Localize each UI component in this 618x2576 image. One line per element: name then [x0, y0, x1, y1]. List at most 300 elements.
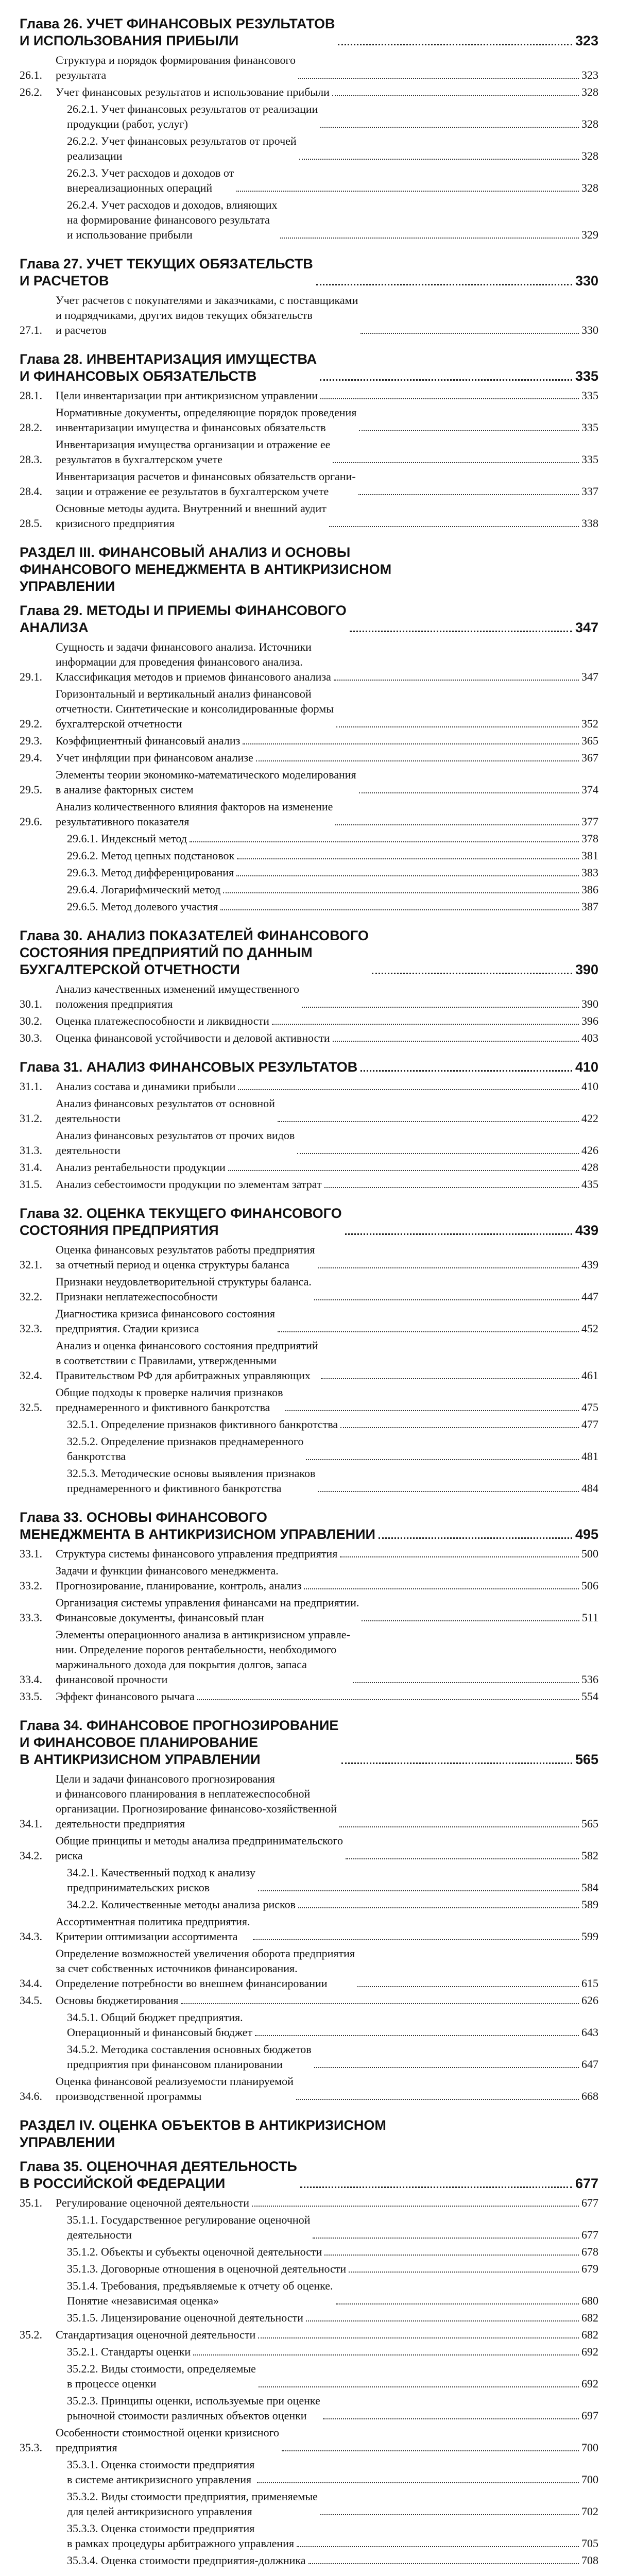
section-heading: РАЗДЕЛ IV. ОЦЕНКА ОБЪЕКТОВ В АНТИКРИЗИСНОМ УПРАВЛЕНИИ	[20, 2117, 386, 2150]
entry-number: 34.2.	[20, 1849, 42, 1862]
entry-number: 31.3.	[20, 1144, 42, 1157]
entry-number: 26.1.	[20, 69, 42, 81]
entry-title: Основные методы аудита. Внутренний и внешний аудит кризисного предприятия	[56, 502, 327, 530]
chapter	[20, 351, 598, 531]
entry-title: 35.1.3. Договорные отношения в оценочной деятельности	[67, 2262, 347, 2275]
toc-entry	[20, 1946, 598, 1991]
entry-title: Цели инвентаризации при антикризисном управлении	[56, 389, 318, 402]
entry-page-number: 682	[581, 2328, 598, 2341]
dot-leader	[282, 2450, 579, 2451]
entry-page-number: 365	[581, 734, 598, 747]
dot-leader	[236, 875, 579, 876]
entry-page-number: 461	[581, 1369, 598, 1382]
entry-number: 31.4.	[20, 1161, 42, 1174]
entry-title: 34.2.2. Количественные методы анализа рисков	[67, 1898, 296, 1911]
dot-leader	[358, 494, 579, 495]
dot-leader	[323, 2418, 579, 2419]
toc-entry	[20, 1013, 598, 1028]
entry-title: Структура системы финансового управления предприятия	[56, 1547, 338, 1560]
entry-title: 34.5.2. Методика составления основных бюджетов предприятия при финансовом планировании	[67, 2043, 312, 2071]
entry-page-number: 439	[581, 1258, 598, 1271]
entry-title: Признаки неудовлетворительной структуры баланса. Признаки неплатежеспособности	[56, 1275, 312, 1303]
entry-page-number: 329	[581, 228, 598, 241]
entry-page-number: 335	[581, 421, 598, 434]
entry-title: Элементы операционного анализа в антикризисном управле- нии. Определение порогов рентабельности, необходимого маржинального дохода для покрытия долгов, запаса финансовой прочности	[56, 1628, 350, 1686]
dot-leader	[339, 1826, 579, 1827]
entry-title: 29.6.5. Метод долевого участия	[67, 900, 218, 913]
entry-number: 26.2.	[20, 86, 42, 98]
entry-title: 26.2.4. Учет расходов и доходов, влияющих на формирование финансового результата и использование прибыли	[67, 198, 278, 241]
chapter-page-number: 390	[575, 962, 598, 977]
dot-leader	[357, 1986, 579, 1987]
toc-entry	[20, 469, 598, 499]
entry-title: Коэффициентный финансовый анализ	[56, 734, 241, 747]
entry-title: 35.2.2. Виды стоимости, определяемые в процессе оценки	[67, 2362, 256, 2390]
chapter-page-number: 410	[575, 1059, 598, 1075]
entry-page-number: 506	[581, 1579, 598, 1592]
entry-title: 29.6.2. Метод цепных подстановок	[67, 849, 235, 862]
chapter	[20, 1717, 598, 2104]
toc-entry	[20, 767, 598, 797]
dot-leader	[333, 462, 579, 463]
entry-number: 29.3.	[20, 734, 42, 747]
dot-leader	[316, 284, 572, 285]
entry-title: Оценка финансовой устойчивости и деловой активности	[56, 1031, 330, 1044]
toc-subentry	[20, 865, 598, 880]
chapter-page-number: 330	[575, 273, 598, 289]
toc-subentry	[20, 831, 598, 846]
entry-page-number: 647	[581, 2058, 598, 2071]
entry-title: 35.3.2. Виды стоимости предприятия, применяемые для целей антикризисного управления	[67, 2490, 318, 2518]
entry-number: 31.1.	[20, 1080, 42, 1093]
toc-entry	[20, 1338, 598, 1383]
dot-leader	[314, 1299, 579, 1300]
entry-title: Особенности стоимостной оценки кризисного предприятия	[56, 2426, 280, 2454]
entry-title: 35.3.4. Оценка стоимости предприятия-должника	[67, 2554, 306, 2567]
dot-leader	[362, 1620, 579, 1621]
entry-title: Анализ рентабельности продукции	[56, 1161, 226, 1174]
entry-page-number: 352	[581, 717, 598, 730]
entry-number: 27.1.	[20, 324, 42, 336]
entry-page-number: 452	[581, 1322, 598, 1335]
dot-leader	[237, 858, 579, 859]
entry-page-number: 328	[581, 181, 598, 194]
dot-leader	[340, 1427, 579, 1428]
entry-number: 30.3.	[20, 1031, 42, 1044]
toc-subentry	[20, 2244, 598, 2259]
entry-page-number: 481	[581, 1450, 598, 1463]
entry-number: 29.4.	[20, 751, 42, 764]
dot-leader	[298, 1907, 579, 1908]
entry-page-number: 599	[581, 1930, 598, 1943]
entry-number: 33.2.	[20, 1579, 42, 1592]
toc-entry	[20, 1096, 598, 1126]
chapter-page-number: 439	[575, 1223, 598, 1238]
entry-number: 29.1.	[20, 670, 42, 683]
dot-leader	[252, 2206, 579, 2207]
chapter-title: Глава 30. АНАЛИЗ ПОКАЗАТЕЛЕЙ ФИНАНСОВОГО СОСТОЯНИЯ ПРЕДПРИЯТИЙ ПО ДАННЫМ БУХГАЛТЕРСКОЙ ОТЧЕТНОСТИ	[20, 928, 369, 977]
toc-subentry	[20, 848, 598, 863]
dot-leader	[236, 191, 579, 192]
entry-title: Организация системы управления финансами на предприятии. Финансовые документы, финансовый план	[56, 1596, 359, 1624]
entry-title: Общие подходы к проверке наличия признаков преднамеренного и фиктивного банкротства	[56, 1386, 283, 1414]
entry-title: Анализ качественных изменений имущественного положения предприятия	[56, 982, 299, 1010]
entry-page-number: 422	[581, 1112, 598, 1125]
entry-title: Стандартизация оценочной деятельности	[56, 2328, 256, 2341]
dot-leader	[336, 2303, 579, 2304]
entry-page-number: 475	[581, 1401, 598, 1414]
entry-title: Основы бюджетирования	[56, 1994, 179, 2007]
dot-leader	[300, 2187, 572, 2188]
entry-number: 32.1.	[20, 1258, 42, 1271]
toc-subentry	[20, 1434, 598, 1464]
chapter-title: Глава 33. ОСНОВЫ ФИНАНСОВОГО МЕНЕДЖМЕНТА В АНТИКРИЗИСНОМ УПРАВЛЕНИИ	[20, 1510, 375, 1542]
entry-title: Инвентаризация имущества организации и отражение ее результатов в бухгалтерском учете	[56, 438, 331, 466]
chapter	[20, 602, 598, 914]
toc-entry	[20, 1160, 598, 1175]
entry-page-number: 367	[581, 751, 598, 764]
toc-entry	[20, 1627, 598, 1687]
entry-number: 32.5.	[20, 1401, 42, 1414]
dot-leader	[253, 1939, 579, 1940]
entry-page-number: 705	[581, 2537, 598, 2550]
entry-page-number: 390	[581, 997, 598, 1010]
entry-number: 31.2.	[20, 1112, 42, 1125]
entry-page-number: 328	[581, 86, 598, 98]
entry-title: 35.1.1. Государственное регулирование оценочной деятельности	[67, 2213, 311, 2241]
chapter-heading	[20, 351, 598, 385]
entry-title: Анализ количественного влияния факторов на изменение результативного показателя	[56, 800, 333, 828]
chapter-page-number: 323	[575, 33, 598, 48]
entry-page-number: 410	[581, 1080, 598, 1093]
entry-page-number: 668	[581, 2090, 598, 2103]
entry-page-number: 396	[581, 1014, 598, 1027]
entry-page-number: 381	[581, 849, 598, 862]
entry-title: 35.3.3. Оценка стоимости предприятия в рамках процедуры арбитражного управления	[67, 2522, 295, 2550]
entry-title: 34.5.1. Общий бюджет предприятия. Операционный и финансовый бюджет	[67, 2011, 253, 2039]
toc-entry	[20, 1563, 598, 1593]
dot-leader	[340, 1556, 579, 1557]
entry-page-number: 328	[581, 149, 598, 162]
dot-leader	[190, 841, 579, 842]
entry-title: Общие принципы и методы анализа предпринимательского риска	[56, 1834, 344, 1862]
toc-entry	[20, 388, 598, 403]
chapter-heading	[20, 1509, 598, 1543]
entry-number: 28.3.	[20, 453, 42, 466]
entry-title: 35.3.1. Оценка стоимости предприятия в системе антикризисного управления	[67, 2458, 255, 2486]
entry-page-number: 328	[581, 117, 598, 130]
entry-page-number: 682	[581, 2311, 598, 2324]
dot-leader	[223, 892, 579, 893]
chapter-title: Глава 32. ОЦЕНКА ТЕКУЩЕГО ФИНАНСОВОГО СОСТОЯНИЯ ПРЕДПРИЯТИЯ	[20, 1206, 342, 1238]
dot-leader	[320, 398, 579, 399]
dot-leader	[353, 1682, 579, 1683]
toc-entry	[20, 750, 598, 765]
entry-page-number: 377	[581, 815, 598, 828]
entry-number: 29.6.	[20, 815, 42, 828]
toc-subentry	[20, 882, 598, 897]
dot-leader	[359, 792, 579, 793]
toc-entry	[20, 501, 598, 531]
entry-title: 35.2.3. Принципы оценки, используемые при оценке рыночной стоимости различных объектов оценки	[67, 2394, 320, 2422]
toc-entry	[20, 1689, 598, 1704]
toc-entry	[20, 1242, 598, 1272]
entry-page-number: 692	[581, 2345, 598, 2358]
entry-number: 30.2.	[20, 1014, 42, 1027]
toc-entry	[20, 799, 598, 829]
entry-page-number: 697	[581, 2409, 598, 2422]
toc-subentry	[20, 101, 598, 131]
dot-leader	[308, 2563, 579, 2564]
entry-number: 34.1.	[20, 1817, 42, 1830]
section-heading: РАЗДЕЛ III. ФИНАНСОВЫЙ АНАЛИЗ И ОСНОВЫ ФИНАНСОВОГО МЕНЕДЖМЕНТА В АНТИКРИЗИСНОМ УПРАВЛЕНИИ	[20, 545, 392, 594]
entry-title: Анализ финансовых результатов от прочих видов деятельности	[56, 1129, 295, 1157]
entry-title: 29.6.3. Метод дифференцирования	[67, 866, 234, 879]
dot-leader	[341, 1762, 572, 1764]
entry-page-number: 680	[581, 2294, 598, 2307]
entry-title: 35.2.1. Стандарты оценки	[67, 2345, 191, 2358]
entry-title: Учет расчетов с покупателями и заказчиками, с поставщиками и подрядчиками, других видов текущих обязательств и расчетов	[56, 294, 358, 336]
entry-page-number: 589	[581, 1898, 598, 1911]
entry-number: 28.5.	[20, 517, 42, 530]
entry-title: Анализ состава и динамики прибыли	[56, 1080, 236, 1093]
dot-leader	[259, 2386, 579, 2387]
entry-page-number: 337	[581, 485, 598, 498]
toc-entry	[20, 981, 598, 1011]
entry-number: 33.1.	[20, 1547, 42, 1560]
chapter-heading	[20, 927, 598, 978]
entry-title: Цели и задачи финансового прогнозирования и финансового планирования в неплатежеспособной организации. Прогнозирование финансово-хозяйственной деятельности предприятия	[56, 1772, 337, 1830]
dot-leader	[318, 1267, 579, 1268]
dot-leader	[349, 2272, 579, 2273]
dot-leader	[324, 1187, 579, 1188]
entry-title: Анализ и оценка финансового состояния предприятий в соответствии с Правилами, утвержденными Правительством РФ для арбитражных управляющих	[56, 1339, 318, 1382]
dot-leader	[313, 2238, 579, 2239]
toc-subentry	[20, 2042, 598, 2072]
toc-entry	[20, 2074, 598, 2104]
entry-title: Оценка финансовой реализуемости планируемой производственной программы	[56, 2075, 294, 2103]
dot-leader	[360, 333, 579, 334]
dot-leader	[346, 1858, 579, 1859]
entry-number: 33.3.	[20, 1611, 42, 1624]
entry-number: 30.1.	[20, 997, 42, 1010]
entry-title: Оценка финансовых результатов работы предприятия за отчетный период и оценка структуры баланса	[56, 1243, 315, 1271]
entry-page-number: 679	[581, 2262, 598, 2275]
entry-page-number: 403	[581, 1031, 598, 1044]
chapter-title: Глава 31. АНАЛИЗ ФИНАНСОВЫХ РЕЗУЛЬТАТОВ	[20, 1059, 358, 1075]
dot-leader	[333, 1041, 579, 1042]
dot-leader	[280, 238, 579, 239]
dot-leader	[193, 2354, 579, 2355]
entry-number: 34.4.	[20, 1977, 42, 1990]
toc-entry	[20, 1385, 598, 1415]
chapter-page-number: 495	[575, 1527, 598, 1542]
chapter-heading	[20, 1205, 598, 1239]
chapter	[20, 256, 598, 337]
entry-title: 26.2.2. Учет финансовых результатов от прочей реализации	[67, 134, 297, 162]
toc-subentry	[20, 2393, 598, 2423]
entry-number: 35.3.	[20, 2441, 42, 2454]
entry-page-number: 700	[581, 2473, 598, 2486]
chapter	[20, 1509, 598, 1704]
dot-leader	[359, 430, 579, 431]
entry-number: 29.2.	[20, 717, 42, 730]
toc-entry	[20, 1128, 598, 1158]
entry-title: Учет инфляции при финансовом анализе	[56, 751, 253, 764]
dot-leader	[296, 2099, 579, 2100]
entry-title: 29.6.1. Индексный метод	[67, 832, 187, 845]
toc-entry	[20, 84, 598, 99]
toc-entry	[20, 733, 598, 748]
entry-number: 28.4.	[20, 485, 42, 498]
entry-page-number: 584	[581, 1881, 598, 1894]
toc-subentry	[20, 2489, 598, 2519]
toc-entry	[20, 2327, 598, 2342]
toc-subentry	[20, 2553, 598, 2568]
entry-title: Нормативные документы, определяющие порядок проведения инвентаризации имущества и финансовых обязательств	[56, 406, 357, 434]
dot-leader	[350, 631, 572, 632]
dot-leader	[255, 2035, 579, 2036]
entry-page-number: 484	[581, 1482, 598, 1495]
entry-title: 32.5.1. Определение признаков фиктивного банкротства	[67, 1418, 338, 1431]
entry-number: 34.5.	[20, 1994, 42, 2007]
toc-entry	[20, 1993, 598, 2008]
entry-title: 32.5.2. Определение признаков преднамеренного банкротства	[67, 1435, 304, 1463]
toc-entry	[20, 405, 598, 435]
dot-leader	[285, 1410, 579, 1411]
dot-leader	[338, 44, 572, 45]
chapter-heading	[20, 256, 598, 290]
dot-leader	[181, 2003, 579, 2004]
entry-number: 34.6.	[20, 2090, 42, 2103]
entry-page-number: 700	[581, 2441, 598, 2454]
chapter-title: Глава 35. ОЦЕНОЧНАЯ ДЕЯТЕЛЬНОСТЬ В РОССИЙСКОЙ ФЕДЕРАЦИИ	[20, 2159, 297, 2191]
entry-title: Анализ себестоимости продукции по элементам затрат	[56, 1178, 322, 1191]
entry-page-number: 615	[581, 1977, 598, 1990]
entry-number: 32.3.	[20, 1322, 42, 1335]
entry-title: Ассортиментная политика предприятия. Критерии оптимизации ассортимента	[56, 1915, 250, 1943]
chapter-page-number: 335	[575, 368, 598, 384]
chapter-page-number: 347	[575, 620, 598, 635]
dot-leader	[256, 760, 579, 761]
entry-page-number: 374	[581, 783, 598, 796]
entry-page-number: 435	[581, 1178, 598, 1191]
toc-entry	[20, 1030, 598, 1045]
dot-leader	[372, 973, 572, 974]
dot-leader	[345, 1233, 572, 1235]
toc-entry	[20, 1771, 598, 1831]
chapter-heading	[20, 15, 598, 49]
entry-title: Оценка платежеспособности и ликвидности	[56, 1014, 269, 1027]
entry-page-number: 708	[581, 2554, 598, 2567]
entry-title: 35.1.5. Лицензирование оценочной деятельности	[67, 2311, 303, 2324]
dot-leader	[304, 1588, 579, 1589]
dot-leader	[299, 159, 579, 160]
toc-entry	[20, 53, 598, 82]
toc-subentry	[20, 2361, 598, 2391]
chapter-heading	[20, 1717, 598, 1768]
entry-page-number: 386	[581, 883, 598, 896]
toc-entry	[20, 1914, 598, 1944]
entry-page-number: 330	[581, 324, 598, 336]
entry-page-number: 511	[581, 1611, 598, 1624]
chapter	[20, 1059, 598, 1192]
dot-leader	[297, 1153, 579, 1154]
entry-page-number: 323	[581, 69, 598, 81]
toc-subentry	[20, 2212, 598, 2242]
entry-page-number: 335	[581, 453, 598, 466]
toc-entry	[20, 1274, 598, 1304]
entry-number: 32.4.	[20, 1369, 42, 1382]
entry-title: Диагностика кризиса финансового состояния предприятия. Стадии кризиса	[56, 1307, 275, 1335]
toc-subentry	[20, 197, 598, 242]
dot-leader	[306, 2320, 579, 2321]
entry-title: Учет финансовых результатов и использование прибыли	[56, 86, 330, 98]
entry-title: Эффект финансового рычага	[56, 1690, 195, 1703]
entry-number: 28.2.	[20, 421, 42, 434]
entry-page-number: 702	[581, 2505, 598, 2518]
entry-title: Структура и порядок формирования финансового результата	[56, 54, 296, 81]
entry-page-number: 335	[581, 389, 598, 402]
toc-subentry	[20, 899, 598, 914]
dot-leader	[306, 1459, 579, 1460]
toc-subentry	[20, 1466, 598, 1496]
entry-number: 33.5.	[20, 1690, 42, 1703]
entry-page-number: 536	[581, 1673, 598, 1686]
chapter	[20, 927, 598, 1045]
dot-leader	[335, 824, 579, 825]
toc-subentry	[20, 1417, 598, 1432]
entry-number: 34.3.	[20, 1930, 42, 1943]
entry-page-number: 477	[581, 1418, 598, 1431]
toc-subentry	[20, 1897, 598, 1912]
toc-subentry	[20, 2310, 598, 2325]
entry-title: 29.6.4. Логарифмический метод	[67, 883, 221, 896]
toc-entry	[20, 1595, 598, 1625]
dot-leader	[272, 1024, 579, 1025]
dot-leader	[220, 909, 579, 910]
entry-page-number: 347	[581, 670, 598, 683]
entry-page-number: 378	[581, 832, 598, 845]
toc-entry	[20, 639, 598, 684]
chapter	[20, 15, 598, 242]
entry-number: 32.2.	[20, 1290, 42, 1303]
toc-subentry	[20, 2278, 598, 2308]
dot-leader	[360, 1070, 572, 1072]
entry-title: 26.2.1. Учет финансовых результатов от реализации продукции (работ, услуг)	[67, 103, 318, 130]
entry-title: Горизонтальный и вертикальный анализ финансовой отчетности. Синтетические и консолидированные формы бухгалтерской отчетности	[56, 687, 334, 730]
entry-title: 35.1.2. Объекты и субъекты оценочной деятельности	[67, 2245, 322, 2258]
entry-title: Инвентаризация расчетов и финансовых обязательств органи- зации и отражение ее результатов в бухгалтерском учете	[56, 470, 356, 498]
chapter	[20, 2158, 598, 2568]
dot-leader	[257, 2482, 579, 2483]
chapter-page-number: 565	[575, 1752, 598, 1767]
toc-entry	[20, 1833, 598, 1863]
entry-page-number: 387	[581, 900, 598, 913]
dot-leader	[302, 1007, 579, 1008]
dot-leader	[329, 526, 579, 527]
dot-leader	[318, 1491, 579, 1492]
toc-entry	[20, 686, 598, 731]
dot-leader	[324, 2255, 579, 2256]
chapter-title: Глава 28. ИНВЕНТАРИЗАЦИЯ ИМУЩЕСТВА И ФИНАНСОВЫХ ОБЯЗАТЕЛЬСТВ	[20, 351, 317, 384]
entry-page-number: 678	[581, 2245, 598, 2258]
chapter	[20, 1205, 598, 1496]
dot-leader	[332, 95, 579, 96]
chapter-title: Глава 29. МЕТОДЫ И ПРИЕМЫ ФИНАНСОВОГО АНАЛИЗА	[20, 603, 347, 635]
chapter-title: Глава 34. ФИНАНСОВОЕ ПРОГНОЗИРОВАНИЕ И ФИНАНСОВОЕ ПЛАНИРОВАНИЕ В АНТИКРИЗИСНОМ УПРАВЛЕНИИ	[20, 1718, 339, 1767]
entry-title: 26.2.3. Учет расходов и доходов от внереализационных операций	[67, 166, 234, 194]
